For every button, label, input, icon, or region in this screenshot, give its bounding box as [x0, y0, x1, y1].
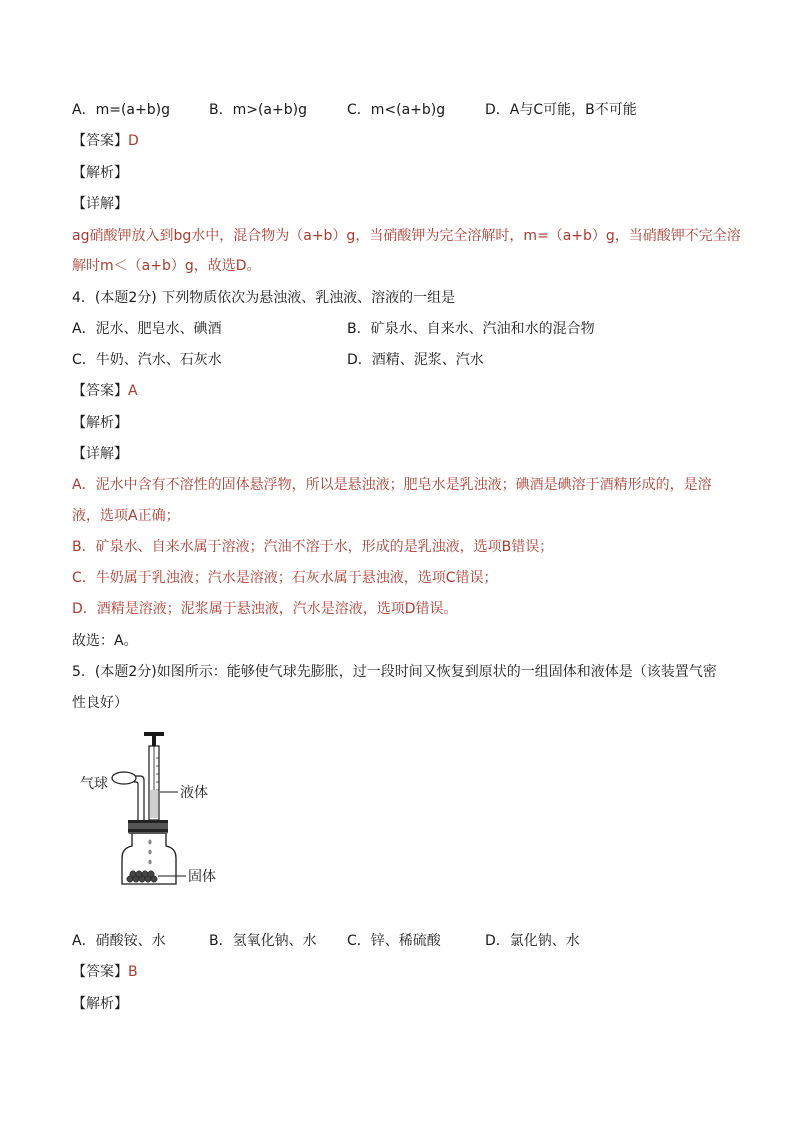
syringe-liquid: [150, 790, 158, 818]
q3-option-a: A．m=(a+b)g: [72, 102, 170, 118]
q4-option-b: B．矿泉水、自来水、汽油和水的混合物: [347, 321, 595, 337]
q5-option-a: A．硝酸铵、水: [72, 933, 166, 949]
liquid-label: 液体: [180, 785, 208, 801]
q4-conclusion: 故选：A。: [72, 633, 138, 649]
q3-option-c: C．m<(a+b)g: [347, 102, 446, 118]
q4-answer: [72, 381, 138, 401]
q4-option-c: C．牛奶、汽水、石灰水: [72, 352, 222, 368]
q4-analysis-heading: 【解析】: [72, 415, 128, 431]
q5-stem-line-2: 性良好）: [72, 695, 128, 711]
q4-explanation-b: B．矿泉水、自来水属于溶液；汽油不溶于水，形成的是乳浊液，选项B错误；: [72, 539, 554, 555]
q4-explanation-a-line-1: A．泥水中含有不溶性的固体悬浮物，所以是悬浊液；肥皂水是乳浊液；碘酒是碘溶于酒精形成的，是溶: [72, 477, 712, 493]
answer-value: D: [128, 133, 139, 149]
q3-detail-heading: 【详解】: [72, 196, 128, 212]
answer-label: 【答案】: [72, 133, 128, 149]
balloon-shape: [112, 772, 136, 784]
answer-label: 【答案】: [72, 964, 128, 980]
q5-option-c: C．锌、稀硫酸: [347, 933, 441, 949]
q4-detail-heading: 【详解】: [72, 446, 128, 462]
q3-option-d: D．A与C可能，B不可能: [485, 102, 637, 118]
q5-stem-line-1: 5．(本题2分)如图所示：能够使气球先膨胀，过一段时间又恢复到原状的一组固体和液体是（该装置气密: [72, 664, 717, 680]
q5-analysis-heading: 【解析】: [72, 996, 128, 1012]
q3-option-b: B．m>(a+b)g: [209, 102, 307, 118]
apparatus-figure: [72, 728, 252, 888]
solid-label: 固体: [188, 869, 216, 885]
q4-explanation-c: C．牛奶属于乳浊液；汽水是溶液；石灰水属于悬浊液，选项C错误；: [72, 570, 498, 586]
q5-option-b: B．氢氧化钠、水: [209, 933, 317, 949]
solid-pellets: [127, 871, 157, 882]
q5-option-d: D．氯化钠、水: [485, 933, 580, 949]
q3-answer: [72, 131, 139, 151]
balloon-label: 气球: [80, 776, 108, 792]
plunger-cap: [144, 732, 164, 736]
liquid-drops: [148, 840, 151, 865]
q4-explanation-d: D．酒精是溶液；泥浆属于悬浊液，汽水是溶液，选项D错误。: [72, 601, 458, 617]
q4-stem: 4．(本题2分) 下列物质依次为悬浊液、乳浊液、溶液的一组是: [72, 290, 456, 306]
q3-explanation-line-2: 解时m＜（a+b）g，故选D。: [72, 258, 261, 274]
q3-explanation-line-1: ag硝酸钾放入到bg水中，混合物为（a+b）g，当硝酸钾为完全溶解时，m=（a+b）g，当硝酸钾不完全溶: [72, 228, 741, 244]
q4-option-a: A．泥水、肥皂水、碘酒: [72, 321, 222, 337]
answer-value: B: [128, 964, 138, 980]
answer-label: 【答案】: [72, 383, 128, 399]
q5-answer: [72, 962, 138, 982]
q4-option-d: D．酒精、泥浆、汽水: [347, 352, 484, 368]
q4-explanation-a-line-2: 液，选项A正确；: [72, 508, 180, 524]
q3-analysis-heading: 【解析】: [72, 165, 128, 181]
plunger-rod: [152, 736, 156, 746]
answer-value: A: [128, 383, 138, 399]
